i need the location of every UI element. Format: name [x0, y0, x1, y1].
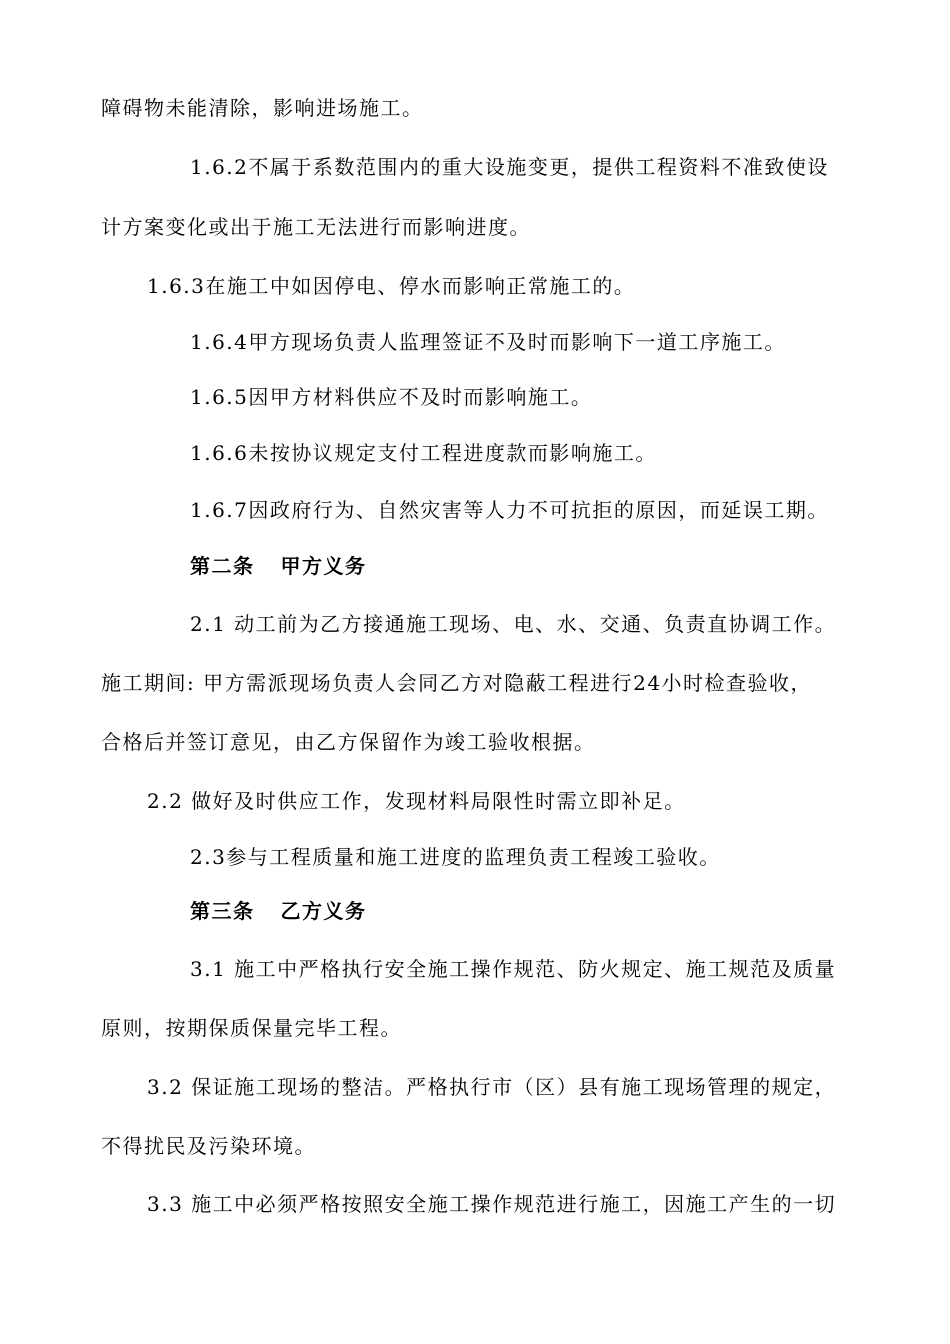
heading-number: 第二条	[190, 554, 255, 578]
paragraph-line: 施工期间: 甲方需派现场负责人会同乙方对隐蔽工程进行24小时检查验收，	[101, 671, 813, 695]
paragraph-line: 2.3参与工程质量和施工进度的监理负责工程竣工验收。	[190, 845, 721, 869]
paragraph-line: 3.1 施工中严格执行安全施工操作规范、防火规定、施工规范及质量	[190, 957, 837, 981]
heading-number: 第三条	[190, 899, 255, 923]
paragraph-line: 1.6.4甲方现场负责人监理签证不及时而影响下一道工序施工。	[190, 330, 786, 354]
paragraph-line: 1.6.6未按协议规定支付工程进度款而影响施工。	[190, 441, 657, 465]
paragraph-line: 障碍物未能清除，影响进场施工。	[101, 96, 424, 120]
heading-title: 乙方义务	[280, 899, 367, 923]
paragraph-line: 3.3 施工中必须严格按照安全施工操作规范进行施工，因施工产生的一切	[147, 1192, 837, 1216]
paragraph-line: 1.6.7因政府行为、自然灾害等人力不可抗拒的原因，而延误工期。	[190, 498, 829, 522]
paragraph-line: 计方案变化或出于施工无法进行而影响进度。	[101, 215, 531, 239]
paragraph-line: 合格后并签订意见，由乙方保留作为竣工验收根据。	[101, 730, 596, 754]
paragraph-line: 2.2 做好及时供应工作，发现材料局限性时需立即补足。	[147, 789, 686, 813]
paragraph-line: 1.6.2不属于系数范围内的重大设施变更，提供工程资料不准致使设	[190, 155, 829, 179]
paragraph-line: 原则，按期保质保量完毕工程。	[101, 1016, 402, 1040]
paragraph-line: 不得扰民及污染环境。	[101, 1134, 316, 1158]
paragraph-line: 1.6.5因甲方材料供应不及时而影响施工。	[190, 385, 593, 409]
paragraph-line: 2.1 动工前为乙方接通施工现场、电、水、交通、负责直协调工作。	[190, 612, 837, 636]
paragraph-line: 1.6.3在施工中如因停电、停水而影响正常施工的。	[147, 274, 636, 298]
heading-title: 甲方义务	[280, 554, 367, 578]
section-heading-article-2	[190, 552, 367, 580]
section-heading-article-3	[190, 897, 367, 925]
paragraph-line: 3.2 保证施工现场的整洁。严格执行市（区）县有施工现场管理的规定，	[147, 1075, 837, 1099]
